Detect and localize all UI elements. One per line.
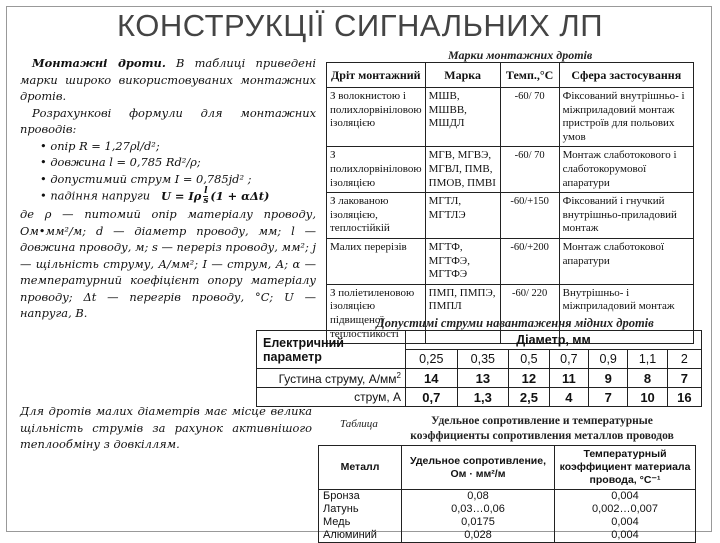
density-label-sup: 2 (396, 370, 401, 380)
intro-rest: В таблиці приведені марки широко використовуваних монтажних дротів. (20, 56, 316, 103)
table-cell: 0,028 (402, 529, 555, 543)
table-cell: МГТФ, МГТФЭ, МГТФЭ (425, 238, 500, 284)
col-application: Сфера застосування (559, 63, 693, 88)
table-cell: 0,08 (402, 490, 555, 504)
current-cell: 0,7 (406, 388, 458, 407)
table-row (327, 88, 694, 147)
current-label: струм, А (257, 388, 406, 407)
density-cell: 13 (457, 369, 509, 388)
table3-label: Таблица (340, 418, 378, 430)
intro-paragraph (20, 55, 316, 105)
table-cell: 0,002…0,007 (555, 503, 696, 516)
table-cell: 0,004 (555, 490, 696, 504)
resistivity-table (318, 445, 696, 543)
diameter-cell: 0,5 (509, 350, 550, 369)
table-cell: ПМП, ПМПЭ, ПМПЛ (425, 284, 500, 343)
table-row (327, 193, 694, 239)
table-row (319, 516, 696, 529)
bullet-voltage-label: • падіння напруги (40, 188, 151, 203)
table-cell: З волокнистою і полихлорвініловою ізоляцією (327, 88, 426, 147)
table-cell: Медь (319, 516, 402, 529)
col-temp-coeff: Температурный коэффициент материала провода, °С⁻¹ (555, 446, 696, 490)
diameter-cell: 1,1 (628, 350, 667, 369)
density-cell: 12 (509, 369, 550, 388)
table-header-row (319, 446, 696, 490)
table-cell: З лакованою ізоляцією, теплостійкій (327, 193, 426, 239)
formulas-intro: Розрахункові формули для монтажних проводів: (20, 105, 316, 136)
table-cell: -60/ 70 (500, 147, 559, 193)
current-cell: 2,5 (509, 388, 550, 407)
table-cell: Бронза (319, 490, 402, 504)
current-cell: 7 (589, 388, 628, 407)
table-cell: МШВ, МШВВ, МШДЛ (425, 88, 500, 147)
col-metal: Металл (319, 446, 402, 490)
density-cell: 11 (549, 369, 588, 388)
bullet-current: • допустимий струм I = 0,785jd² ; (40, 171, 252, 186)
table-cell: 0,03…0,06 (402, 503, 555, 516)
bullet-voltage (40, 187, 316, 206)
table-cell: Алюминий (319, 529, 402, 543)
density-cell: 9 (589, 369, 628, 388)
table-cell: З полихлорвініловою ізоляцією (327, 147, 426, 193)
param-header: Електричний параметр (257, 331, 406, 369)
current-cell: 10 (628, 388, 667, 407)
intro-bold: Монтажні дроти. (32, 56, 166, 70)
slide-title: КОНСТРУКЦІЇ СИГНАЛЬНИХ ЛП (117, 8, 603, 43)
table-cell: З поліетиленовою ізоляцією підвищеної теплостійкості (327, 284, 426, 343)
table-cell: -60/+150 (500, 193, 559, 239)
table3-caption: Удельное сопротивление и температурные коэффициенты сопротивления металлов проводов (410, 415, 674, 442)
wire-brands-table (326, 62, 694, 344)
col-brand: Марка (425, 63, 500, 88)
current-cell: 4 (549, 388, 588, 407)
formula-tail: (1 + αΔt) (210, 188, 270, 203)
table-row (319, 490, 696, 504)
col-temp: Темп.,°С (500, 63, 559, 88)
table-cell: Фіксований внутрішньо- і міжприладовий монтаж пристроїв для польових умов (559, 88, 693, 147)
bullet-resistance: • опір R = 1,27ρl/d²; (40, 138, 160, 153)
table-row (327, 238, 694, 284)
table-cell: МГТЛ, МГТЛЭ (425, 193, 500, 239)
table-row (327, 147, 694, 193)
table-cell: Латунь (319, 503, 402, 516)
legend-paragraph: де ρ — питомий опір матеріалу проводу, Ом•мм²/м; d — діаметр проводу, мм; l — довжина проводу, м; s — переріз проводу, мм²; j — щільність струму, А/мм²; I — струм, А; α — температурний коефіцієнт опору матеріалу проводу; Δt — перегрів проводу, °C; U — напруга, В. (20, 207, 316, 320)
current-cell: 1,3 (457, 388, 509, 407)
current-cell: 16 (667, 388, 701, 407)
density-cell: 8 (628, 369, 667, 388)
table-cell: -60/+200 (500, 238, 559, 284)
table-cell: Фіксований і гнучкий внутрішньо-приладовий монтаж (559, 193, 693, 239)
table-row (319, 503, 696, 516)
col-wire: Дріт монтажний (327, 63, 426, 88)
diameter-header: Діаметр, мм (406, 331, 702, 350)
table-cell: 0,0175 (402, 516, 555, 529)
density-row (257, 369, 702, 388)
density-label (257, 369, 406, 388)
current-load-table (256, 330, 702, 407)
density-cell: 14 (406, 369, 458, 388)
formula-u: U = Iρ (161, 188, 202, 203)
table-cell: -60/ 70 (500, 88, 559, 147)
density-cell: 7 (667, 369, 701, 388)
diameter-cell: 0,35 (457, 350, 509, 369)
bottom-text: Для дротів малих діаметрів має місце велика щільність струмів за рахунок активнішого теплообміну з довкіллям. (20, 404, 312, 451)
table-cell: Малих перерізів (327, 238, 426, 284)
col-resistivity: Удельное сопротивление, Ом · мм²/м (402, 446, 555, 490)
table-cell: Монтаж слаботокового і слаботокорумової апаратури (559, 147, 693, 193)
density-label-text: Густина струму, А/мм (278, 371, 397, 386)
table-cell: Внутрішньо- і міжприладовий монтаж (559, 284, 693, 343)
diameter-cell: 0,7 (549, 350, 588, 369)
formula-frac-den: s (203, 196, 209, 206)
table2-caption: Допустимі струми навантаження мідних дротів (376, 316, 654, 330)
voltage-formula (161, 186, 270, 206)
table-cell: 0,004 (555, 516, 696, 529)
table-cell: МГВ, МГВЭ, МГВЛ, ПМВ, ПМОВ, ПМВІ (425, 147, 500, 193)
table-cell: Монтаж слаботокової апаратури (559, 238, 693, 284)
table-row (319, 529, 696, 543)
left-text-block (20, 55, 316, 322)
diameter-cell: 2 (667, 350, 701, 369)
formula-frac-num: l (204, 186, 208, 196)
current-row (257, 388, 702, 407)
table-header-row (257, 331, 702, 350)
table-cell: -60/ 220 (500, 284, 559, 343)
diameter-cell: 0,25 (406, 350, 458, 369)
table1-caption: Марки монтажних дротів (448, 48, 593, 62)
bullet-length: • довжина l = 0,785 Rd²/ρ; (40, 155, 201, 169)
diameter-cell: 0,9 (589, 350, 628, 369)
table-header-row (327, 63, 694, 88)
table-cell: 0,004 (555, 529, 696, 543)
